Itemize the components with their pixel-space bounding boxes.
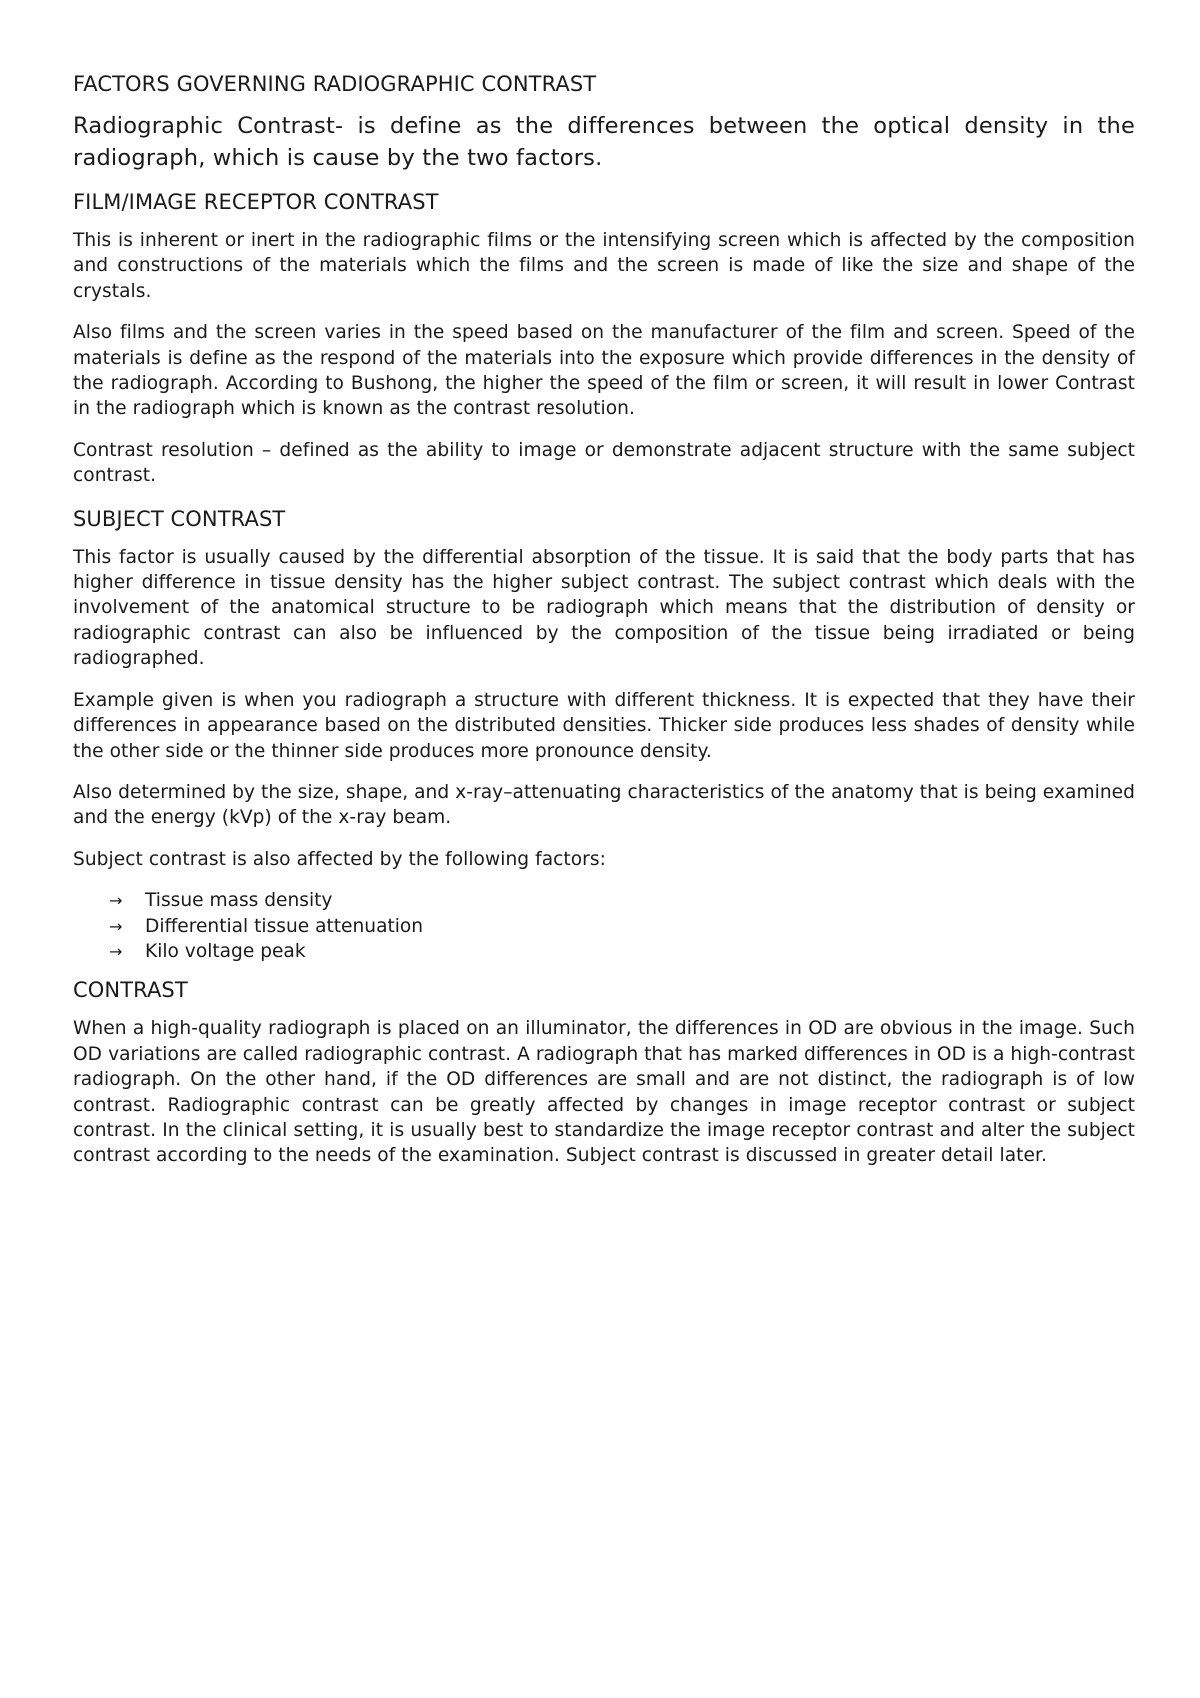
paragraph: Subject contrast is also affected by the following factors: — [73, 848, 606, 870]
list-item — [109, 888, 1135, 913]
arrow-right-icon: → — [109, 916, 123, 936]
arrow-right-icon: → — [109, 891, 123, 911]
section-heading: FILM/IMAGE RECEPTOR CONTRAST — [73, 190, 439, 214]
section-subject-contrast — [73, 505, 1135, 965]
section-heading: SUBJECT CONTRAST — [73, 506, 286, 531]
factor-list — [73, 888, 1135, 964]
list-item-text: Tissue mass density — [145, 890, 333, 912]
document-page — [73, 70, 1135, 1185]
paragraph: This factor is usually caused by the differential absorption of the tissue. It is said that the body parts that has higher difference in tissue density has the higher subject contrast. The subject contrast which deals with the involvement of the anatomical structure to be radiograph which means that the distribution of density or radiographic contrast can also be influenced by the composition of the tissue being irradiated or being radiographed. — [73, 546, 1135, 670]
paragraph: Also determined by the size, shape, and x-ray–attenuating characteristics of the anatomy that is being examined and the energy (kVp) of the x-ray beam. — [73, 781, 1135, 829]
section-heading: CONTRAST — [73, 978, 188, 1003]
contrast-definition: Radiographic Contrast- is define as the differences between the optical density in the radiograph, which is cause by the two factors. — [73, 113, 1135, 171]
list-item-text: Differential tissue attenuation — [145, 915, 424, 937]
section-film-image-receptor-contrast — [73, 188, 1135, 489]
paragraph: Example given is when you radiograph a structure with different thickness. It is expected that they have their differences in appearance based on the distributed densities. Thicker side produces less shades of density while the other side or the thinner side produces more pronounce density. — [73, 689, 1135, 762]
arrow-right-icon: → — [109, 941, 123, 961]
list-item — [109, 914, 1135, 939]
list-item-text: Kilo voltage peak — [145, 940, 306, 962]
section-contrast — [73, 976, 1135, 1168]
document-title: FACTORS GOVERNING RADIOGRAPHIC CONTRAST — [73, 72, 597, 96]
paragraph: Contrast resolution – defined as the ability to image or demonstrate adjacent structure with the same subject contrast. — [73, 439, 1135, 487]
list-item — [109, 939, 1135, 964]
paragraph: When a high-quality radiograph is placed on an illuminator, the differences in OD are obvious in the image. Such OD variations are called radiographic contrast. A radiograph that has marked differences in OD is a high-contrast radiograph. On the other hand, if the OD differences are small and are not distinct, the radiograph is of low contrast. Radiographic contrast can be greatly affected by changes in image receptor contrast or subject contrast. In the clinical setting, it is usually best to standardize the image receptor contrast and alter the subject contrast according to the needs of the examination. Subject contrast is discussed in greater detail later. — [73, 1018, 1135, 1167]
paragraph: This is inherent or inert in the radiographic films or the intensifying screen which is affected by the composition and constructions of the materials which the films and the screen is made of like the size and shape of the crystals. — [73, 230, 1135, 302]
paragraph: Also films and the screen varies in the speed based on the manufacturer of the film and screen. Speed of the materials is define as the respond of the materials into the exposure which provide differences in the density of the radiograph. According to Bushong, the higher the speed of the film or screen, it will result in lower Contrast in the radiograph which is known as the contrast resolution. — [73, 322, 1135, 420]
